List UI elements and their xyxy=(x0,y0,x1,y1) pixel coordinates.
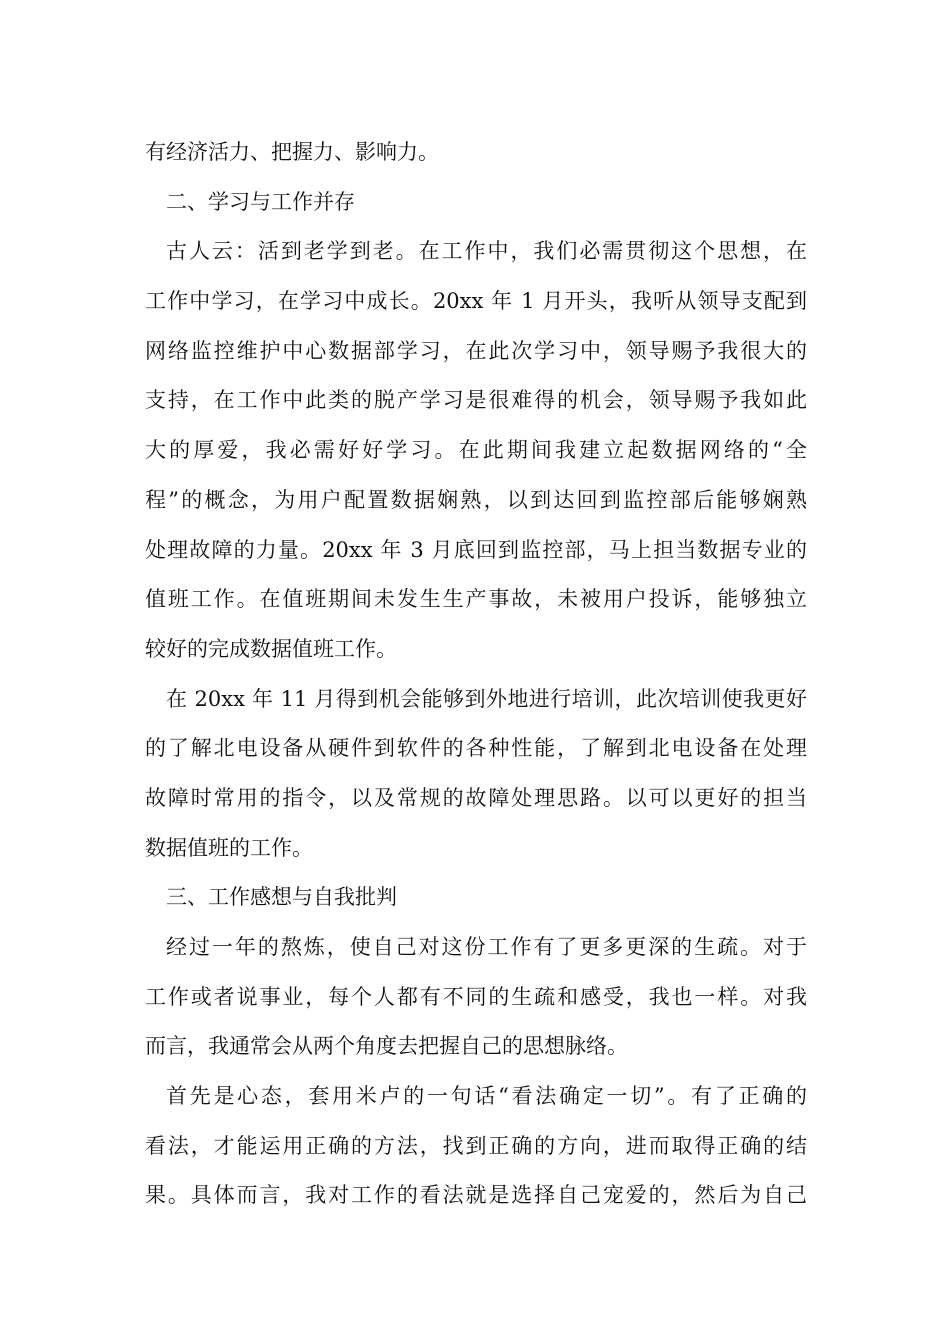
paragraph-line: 古人云：活到老学到老。在工作中，我们必需贯彻这个思想，在 xyxy=(166,239,807,264)
paragraph-line: 经过一年的熬炼，使自己对这份工作有了更多更深的生疏。对于 xyxy=(166,935,807,959)
paragraph-line: 支持，在工作中此类的脱产学习是很难得的机会，领导赐予我如此 xyxy=(145,388,807,413)
paragraph-line: 大的厚爱，我必需好好学习。在此期间我建立起数据网络的“全 xyxy=(145,438,807,463)
paragraph-line: 首先是心态，套用米卢的一句话“看法确定一切”。有了正确的 xyxy=(166,1084,807,1109)
paragraph-line: 而言，我通常会从两个角度去把握自己的思想脉络。 xyxy=(145,1034,628,1059)
paragraph-line: 数据值班的工作。 xyxy=(145,835,313,860)
paragraph-line: 程”的概念，为用户配置数据娴熟，以到达回到监控部后能够娴熟 xyxy=(145,487,807,512)
paragraph-line: 处理故障的力量。20xx 年 3 月底回到监控部，马上担当数据专业的 xyxy=(145,537,807,562)
paragraph-line: 在 20xx 年 11 月得到机会能够到外地进行培训，此次培训使我更好 xyxy=(166,686,807,711)
paragraph-line: 看法，才能运用正确的方法，找到正确的方向，进而取得正确的结 xyxy=(145,1133,807,1158)
paragraph-line: 果。具体而言，我对工作的看法就是选择自己宠爱的，然后为自己 xyxy=(145,1183,807,1208)
paragraph-line: 工作中学习，在学习中成长。20xx 年 1 月开头，我听从领导支配到 xyxy=(145,289,807,314)
section-heading: 二、学习与工作并存 xyxy=(166,189,355,214)
paragraph-line: 网络监控维护中心数据部学习，在此次学习中，领导赐予我很大的 xyxy=(145,338,807,363)
paragraph-line: 的了解北电设备从硬件到软件的各种性能，了解到北电设备在处理 xyxy=(145,736,807,761)
section-heading: 三、工作感想与自我批判 xyxy=(166,885,397,910)
document-body xyxy=(145,128,807,1221)
paragraph-line: 较好的完成数据值班工作。 xyxy=(145,636,397,661)
paragraph-line: 故障时常用的指令，以及常规的故障处理思路。以可以更好的担当 xyxy=(145,785,807,810)
paragraph-line: 值班工作。在值班期间未发生生产事故，未被用户投诉，能够独立 xyxy=(145,587,807,612)
paragraph-line: 有经济活力、把握力、影响力。 xyxy=(145,140,439,164)
paragraph-line: 工作或者说事业，每个人都有不同的生疏和感受，我也一样。对我 xyxy=(145,984,807,1009)
